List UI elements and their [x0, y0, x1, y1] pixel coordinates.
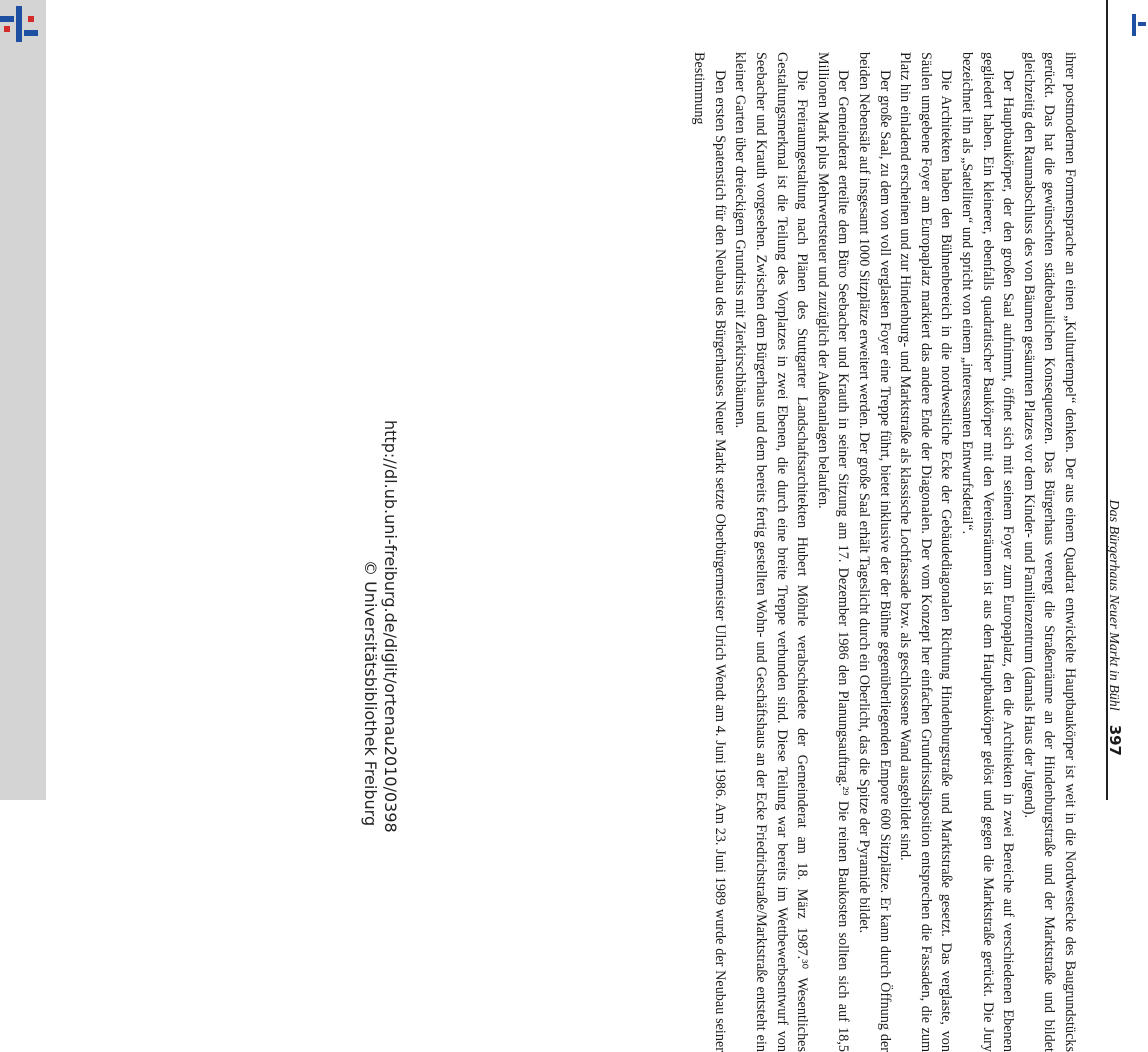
- library-logo-icon: [0, 0, 44, 56]
- copyright-notice: © Universitätsbibliothek Freiburg: [361, 560, 380, 827]
- body-text: [689, 52, 1080, 1052]
- paragraph: Die Freiraumgestaltung nach Plänen des Stuttgarter Landschaftsarchitekten Hubert Möhrle verabschiedete der Gemeinderat am 18. März 1987.³⁰ Wesentliches Gestaltungsmerkmal ist die Teilung des Vorplatzes in zwei Ebenen, die durch eine breite Treppe verbunden sind. Diese Teilung war bereits im Wettbewerbsentwurf von Seebacher und Krauth vorgesehen. Zwischen dem Bürgerhaus und dem bereits fertig gestellten Wohn- und Geschäftshaus an der Ecke Friedrichstraße/Marktstraße entsteht ein kleiner Garten über dreieckigem Grundriss mit Zierkirschbäumen.: [732, 52, 811, 1052]
- paragraph: Der Gemeinderat erteilte dem Büro Seebacher und Krauth in seiner Sitzung am 17. Dezember 1986 den Planungsauftrag.²⁹ Die reinen Baukosten sollten sich auf 18,5 Millionen Mark plus Mehrwertsteuer und zuzüglich der Außenanlagen belaufen.: [814, 52, 852, 1052]
- paragraph: Der große Saal, zu dem von voll verglasten Foyer eine Treppe führt, bietet inklusive der der Bühne gegenüberliegenden Empore 600 Sitzplätze. Er kann durch Öffnung der beiden Nebensäle auf insgesamt 1000 Sitzplätze erweitert werden. Der große Saal erhält Tageslicht durch ein Oberlicht, das die Spitze der Pyramide bildet.: [856, 52, 893, 1052]
- library-logo-icon-right: [1128, 0, 1148, 40]
- paragraph: Die Architekten haben den Bühnenbereich in die nordwestliche Ecke der Gebäudediagonalen Richtung Hindenburgstraße und Marktstraße gesetzt. Das verglaste, von Säulen umgebene Foyer am Europaplatz markiert das andere Ende der Diagonalen. Der vom Konzept her einfachen Grundrissdisposition entsprechen die Fassaden, die zum Platz hin einladend erscheinen und zur Hindenburg- und Marktstraße als klassische Lochfassade bzw. als geschlossene Wand ausgebildet sind.: [897, 52, 955, 1052]
- source-url[interactable]: http://dl.ub.uni-freiburg.de/diglit/ortenau2010/0398: [381, 420, 400, 833]
- page-number: 397: [1106, 724, 1124, 756]
- paragraph: ihrer postmodernen Formensprache an einen „Kulturtempel“ denken. Der aus einem Quadrat entwickelte Hauptbaukörper ist weit in die Nordwestecke des Baugrundstücks gerückt. Das hat die gewünschten städtebaulichen Konsequenzen. Das Bürgerhaus verengt die Straßenräume an der Hindenburgstraße und der Marktstraße und bildet gleichzeitig den Raumabschluss des von Bäumen gesäumten Platzes vor dem Kinder- und Familienzentrum (damals Haus der Jugend).: [1020, 52, 1078, 1052]
- viewer-left-margin: [0, 0, 46, 800]
- running-head-title: Das Bürgerhaus Neuer Markt in Bühl: [1106, 499, 1121, 711]
- paragraph: Der Hauptbaukörper, der den großen Saal aufnimmt, öffnet sich mit seinem Foyer zum Europaplatz, den die Architekten in zwei Bereiche auf verschiedenen Ebenen gegliedert haben. Ein kleinerer, ebenfalls quadratischer Baukörper mit den Vereinsräumen ist aus dem Hauptbaukörper gelöst und gegen die Marktstraße gerückt. Die Jury bezeichnet ihn als „Satelliten“ und spricht von einem „interessanten Entwurfsdetail“.: [959, 52, 1017, 1052]
- paragraph: Den ersten Spatenstich für den Neubau des Bürgerhauses Neuer Markt setzte Oberbürgermeister Ulrich Wendt am 4. Juni 1986. Am 23. Juni 1989 wurde der Neubau seiner Bestimmung: [691, 52, 728, 1052]
- running-head: [1105, 66, 1124, 756]
